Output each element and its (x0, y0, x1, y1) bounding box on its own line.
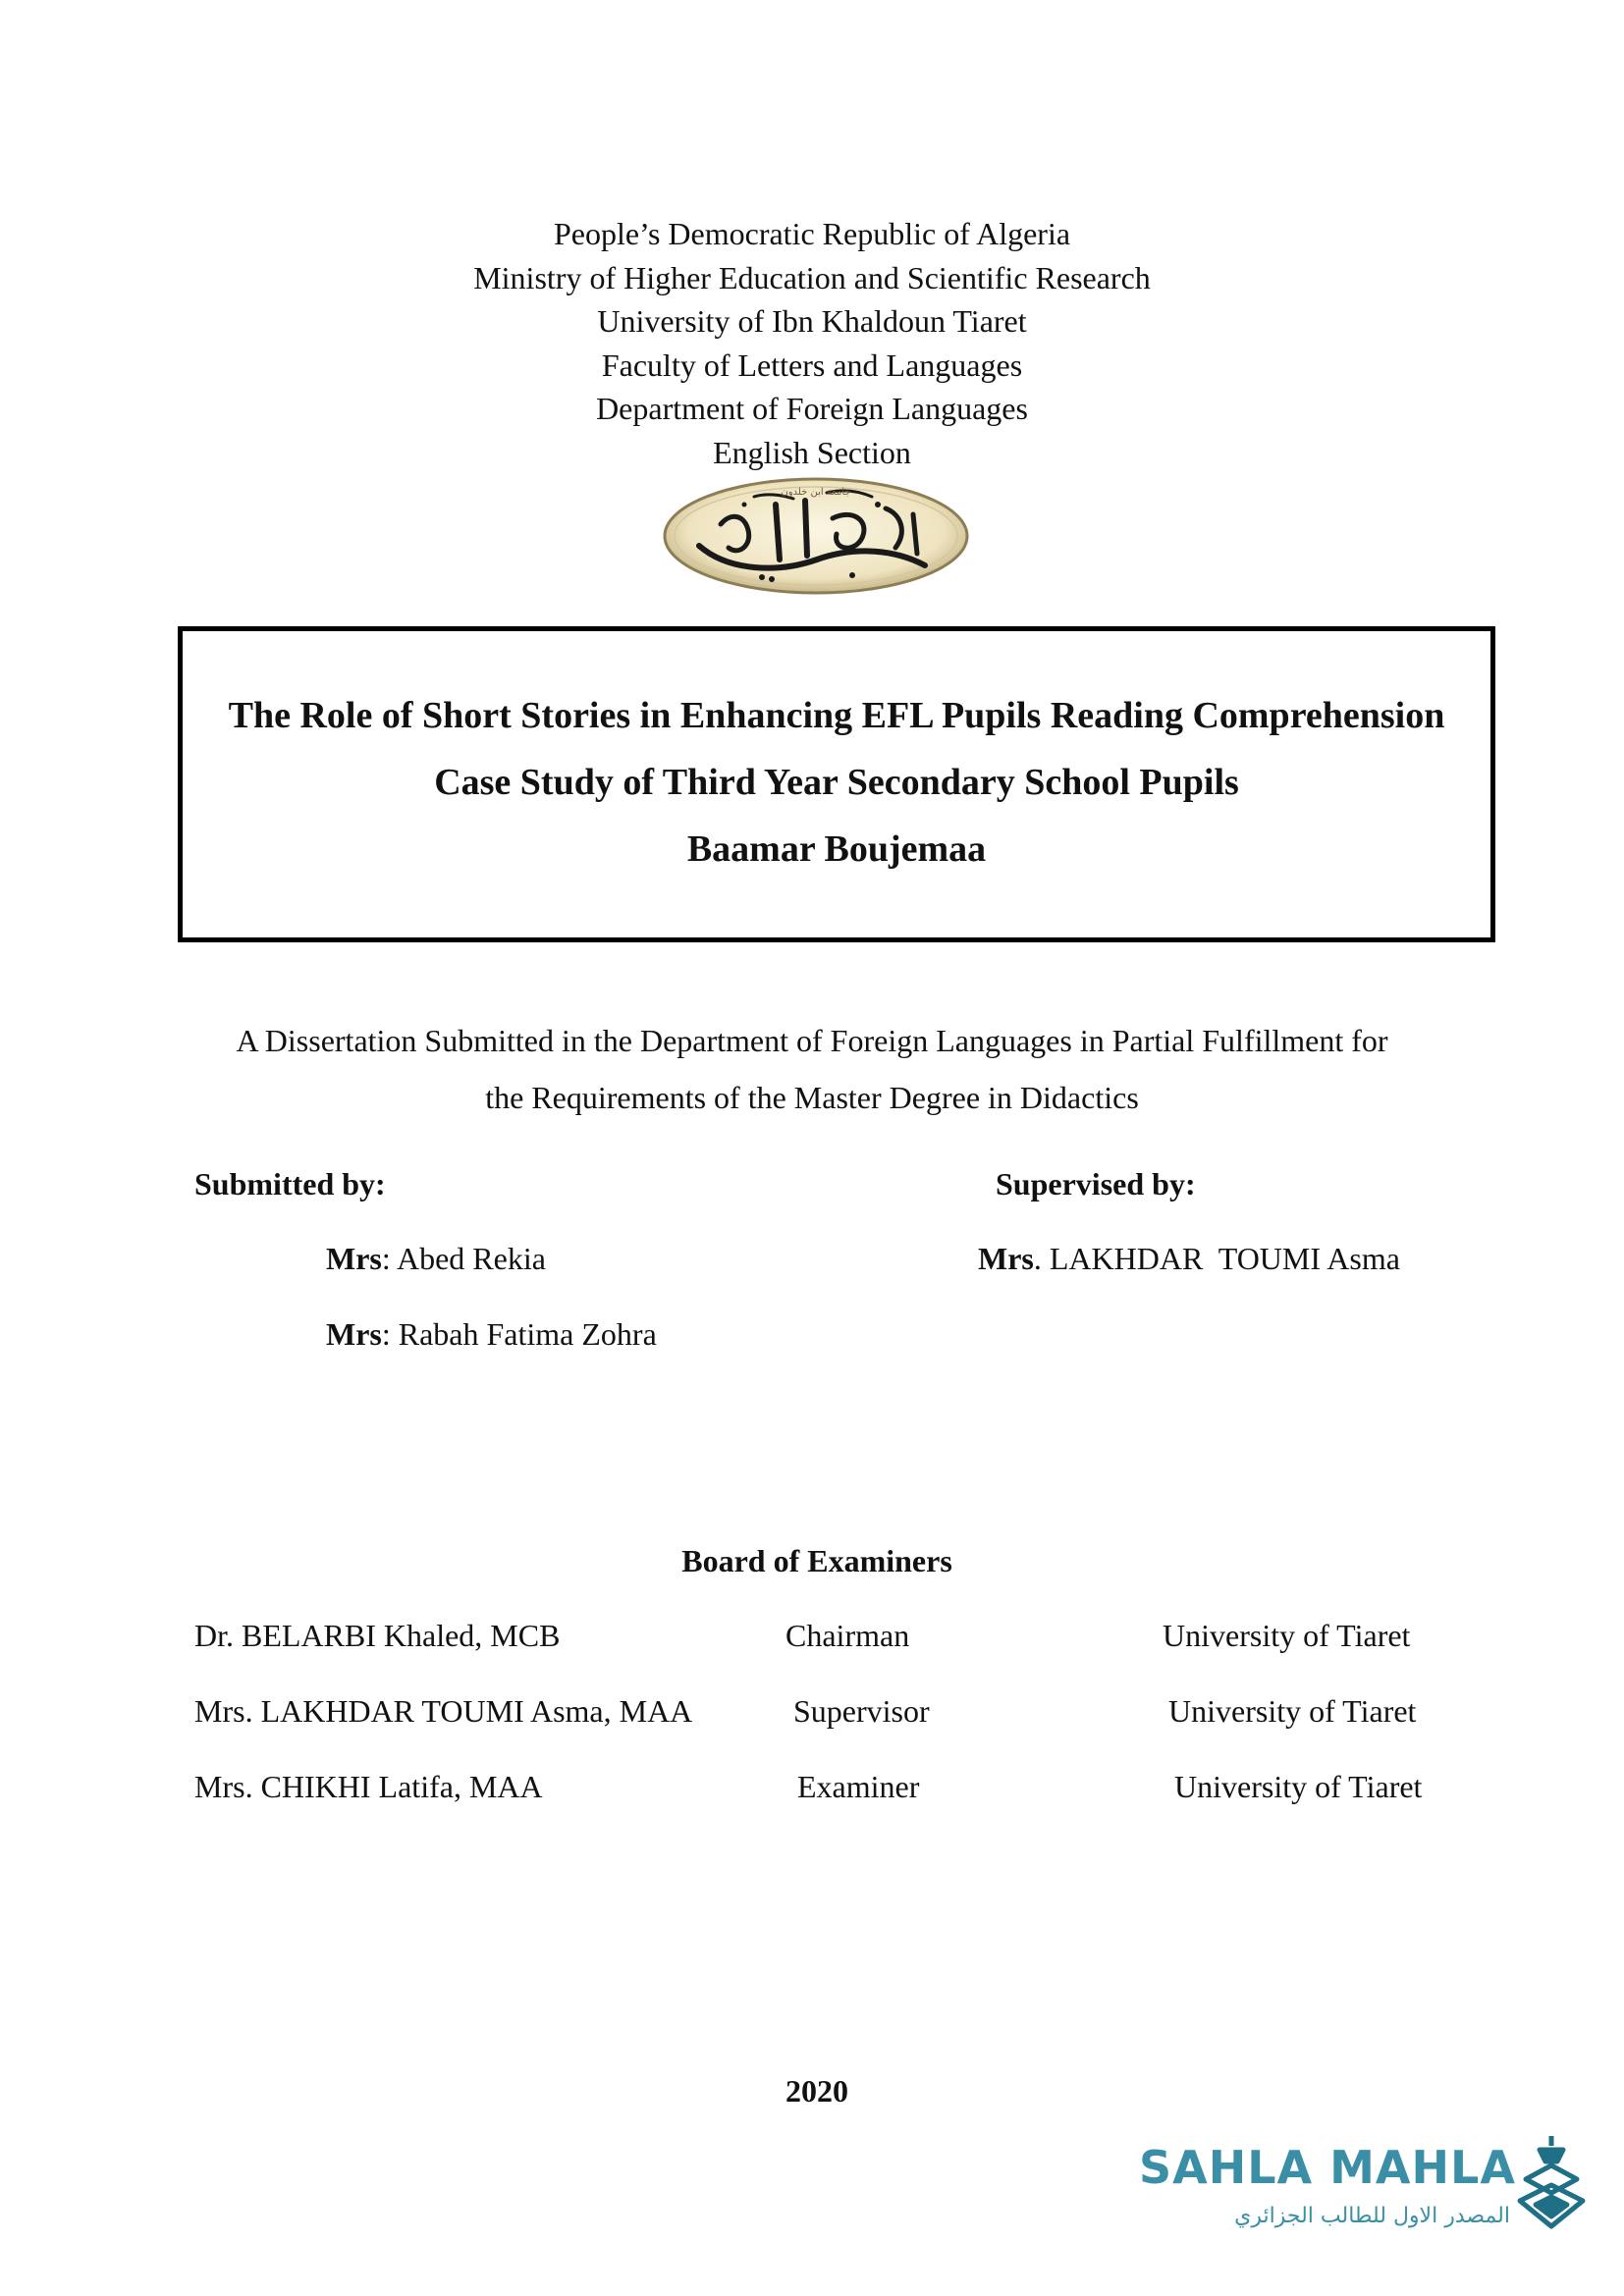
supervisor-separator: . (1033, 1241, 1050, 1276)
header-line-department: Department of Foreign Languages (596, 391, 1028, 426)
sahla-mahla-watermark-logo (1139, 2128, 1591, 2236)
header-line-faculty: Faculty of Letters and Languages (601, 347, 1023, 383)
examiner-2-institution: University of Tiaret (1168, 1693, 1417, 1729)
year: 2020 (785, 2073, 848, 2109)
examiner-1-name: Dr. BELARBI Khaled, MCB (194, 1618, 561, 1653)
student-1-separator: : (381, 1241, 397, 1276)
header-line-section: English Section (713, 435, 911, 470)
header-line-university: University of Ibn Khaldoun Tiaret (597, 303, 1027, 339)
dissertation-title: The Role of Short Stories in Enhancing EFL Pupils Reading Comprehension (228, 695, 1445, 736)
examiner-3-name: Mrs. CHIKHI Latifa, MAA (194, 1769, 543, 1804)
emblem-text: جامعة ابن خلدون (781, 487, 851, 498)
supervisor (978, 1239, 1400, 1278)
examiner-1-institution: University of Tiaret (1163, 1618, 1411, 1653)
supervised-by-label: Supervised by: (996, 1166, 1196, 1201)
header-line-ministry: Ministry of Higher Education and Scientific Research (473, 260, 1151, 295)
minaret-icon (1520, 2136, 1583, 2226)
supervisor-title: Mrs (978, 1241, 1034, 1276)
examiner-3-role: Examiner (797, 1769, 920, 1804)
submitted-by-label: Submitted by: (194, 1166, 386, 1201)
watermark-brand: SAHLA MAHLA (1139, 2141, 1516, 2194)
header-line-country: People’s Democratic Republic of Algeria (553, 216, 1071, 251)
student-2-separator: : (381, 1316, 399, 1352)
student-2-title: Mrs (326, 1316, 382, 1352)
dissertation-statement-line-2: the Requirements of the Master Degree in Didactics (485, 1080, 1139, 1115)
watermark-tagline: المصدر الاول للطالب الجزائري (1234, 2204, 1510, 2228)
university-emblem-logo (660, 475, 972, 597)
examiner-2-name: Mrs. LAKHDAR TOUMI Asma, MAA (194, 1693, 693, 1729)
examiner-1-role: Chairman (785, 1618, 910, 1653)
student-1-name: Abed Rekia (396, 1241, 546, 1276)
student-1 (326, 1239, 546, 1278)
student-2-name: Rabah Fatima Zohra (398, 1316, 657, 1352)
student-2 (326, 1314, 657, 1354)
school-name: Baamar Boujemaa (686, 828, 987, 870)
supervisor-name: LAKHDAR TOUMI Asma (1049, 1241, 1400, 1276)
student-1-title: Mrs (326, 1241, 382, 1276)
examiner-3-institution: University of Tiaret (1174, 1769, 1423, 1804)
dissertation-statement-line-1: A Dissertation Submitted in the Department of Foreign Languages in Partial Fulfillment for (236, 1023, 1388, 1058)
board-heading: Board of Examiners (681, 1543, 952, 1578)
examiner-2-role: Supervisor (793, 1693, 930, 1729)
title-box (178, 626, 1495, 942)
dissertation-subtitle: Case Study of Third Year Secondary School Pupils (434, 762, 1239, 803)
